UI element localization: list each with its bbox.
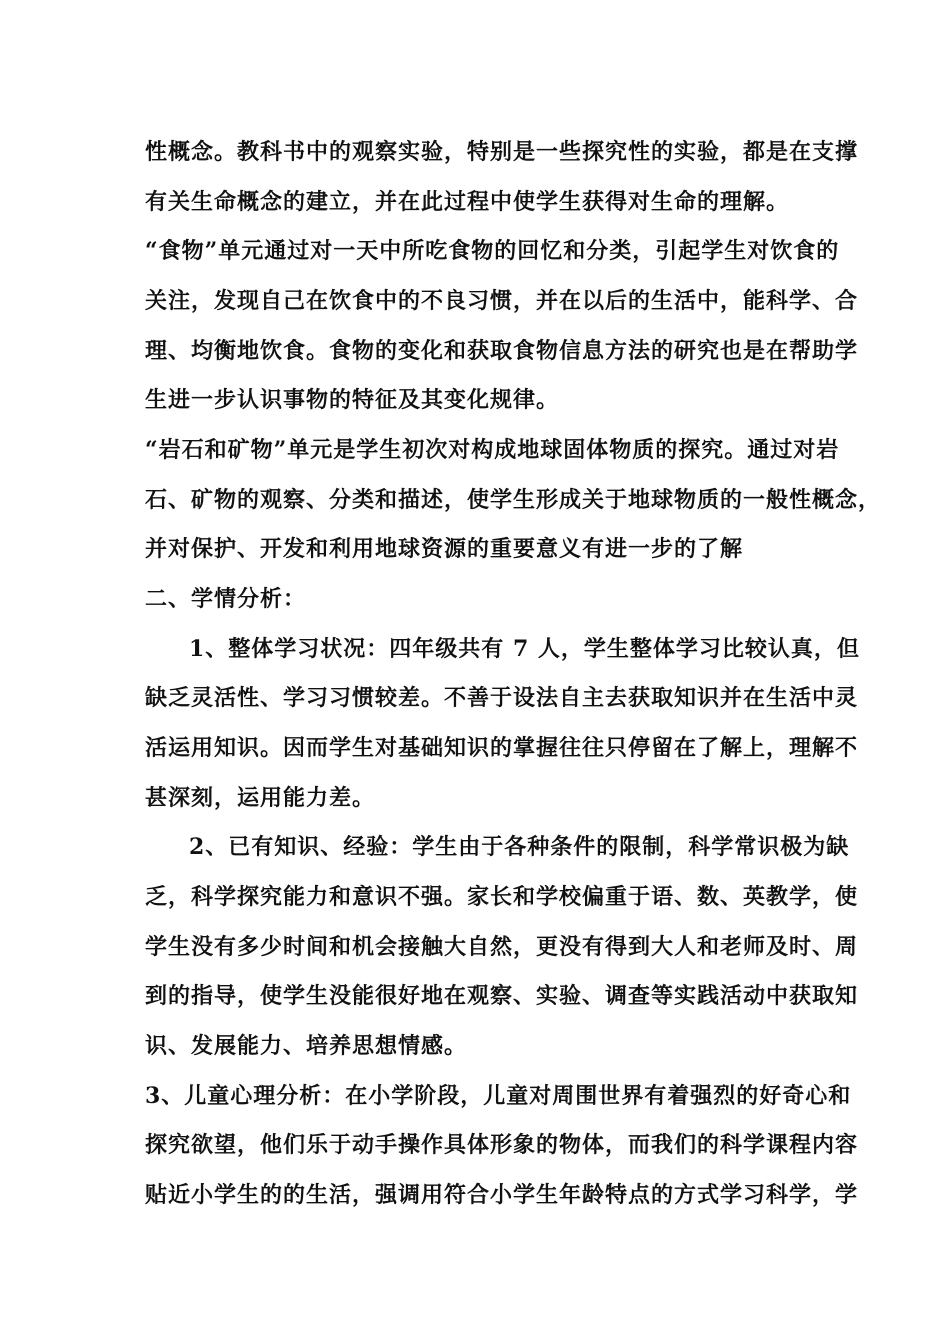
text-line: 并对保护、开发和利用地球资源的重要意义有进一步的了解 [145,536,744,562]
text-line: 学生没有多少时间和机会接触大自然，更没有得到大人和老师及时、周 [145,934,859,960]
text-line: 识、发展能力、培养思想情感。 [145,1033,468,1059]
text-line: “岩石和矿物”单元是学生初次对构成地球固体物质的探究。通过对岩 [145,437,840,463]
text-line: “食物”单元通过对一天中所吃食物的回忆和分类，引起学生对饮食的 [145,238,840,264]
text-line: 探究欲望，他们乐于动手操作具体形象的物体，而我们的科学课程内容 [145,1132,859,1158]
text-line: 3、儿童心理分析：在小学阶段，儿童对周围世界有着强烈的好奇心和 [145,1083,852,1109]
text-line: 性概念。教科书中的观察实验，特别是一些探究性的实验，都是在支撑 [145,139,859,165]
text-line: 甚深刻，运用能力差。 [145,785,376,811]
text-line: 2、已有知识、经验：学生由于各种条件的限制，科学常识极为缺 [189,834,850,860]
text-line: 关注，发现自己在饮食中的不良习惯，并在以后的生活中，能科学、合 [145,288,859,314]
text-line: 活运用知识。因而学生对基础知识的掌握往往只停留在了解上，理解不 [145,735,859,761]
text-line: 缺乏灵活性、学习习惯较差。不善于设法自主去获取知识并在生活中灵 [145,685,859,711]
text-line: 理、均衡地饮食。食物的变化和获取食物信息方法的研究也是在帮助学 [145,338,859,364]
text-line: 石、矿物的观察、分类和描述，使学生形成关于地球物质的一般性概念， [145,487,882,513]
section-heading: 二、学情分析： [145,586,307,612]
text-line: 1、整体学习状况：四年级共有 7 人，学生整体学习比较认真，但 [189,636,860,662]
text-line: 生进一步认识事物的特征及其变化规律。 [145,387,560,413]
text-line: 到的指导，使学生没能很好地在观察、实验、调查等实践活动中获取知 [145,983,859,1009]
text-line: 有关生命概念的建立，并在此过程中使学生获得对生命的理解。 [145,189,790,215]
text-line: 乏，科学探究能力和意识不强。家长和学校偏重于语、数、英教学，使 [145,884,859,910]
text-line: 贴近小学生的的生活，强调用符合小学生年龄特点的方式学习科学，学 [145,1182,859,1208]
